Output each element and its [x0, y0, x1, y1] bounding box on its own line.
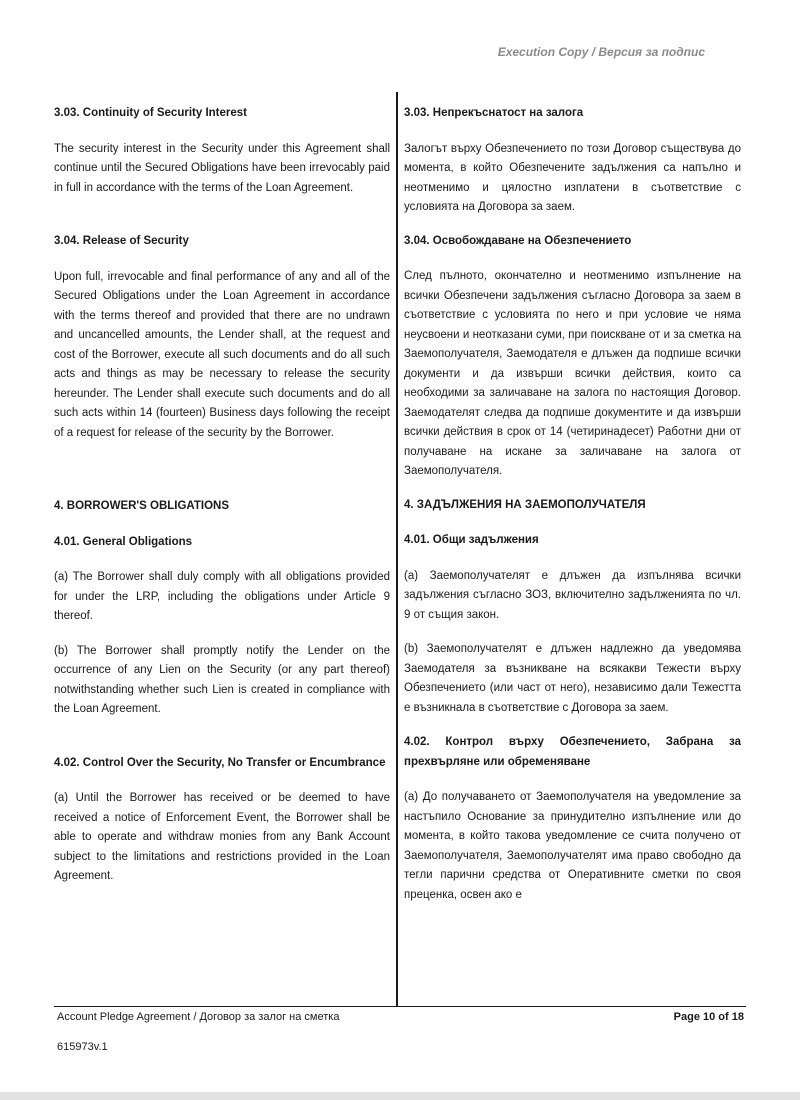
document-id: 615973v.1 [57, 1041, 108, 1053]
footer-document-title: Account Pledge Agreement / Договор за залог на сметка [57, 1011, 340, 1023]
section-paragraph: (a) The Borrower shall duly comply with all obligations provided for under the LRP, including the obligations under Article 9 thereof. [54, 571, 390, 622]
section-heading: 3.03. Непрекъснатост на залога [404, 107, 584, 119]
page-edge [0, 1092, 800, 1100]
section-paragraph: (a) Until the Borrower has received or be deemed to have received a notice of Enforcement Event, the Borrower shall be able to operate and withdraw monies from any Bank Account subject to the limitations and restrictions provided in the Loan Agreement. [54, 792, 390, 882]
english-column [54, 104, 390, 887]
section-paragraph: Upon full, irrevocable and final performance of any and all of the Secured Obligations under the Loan Agreement in accordance with the terms thereof and provided that there are no undrawn and uncancelled amounts, the Lender shall, at the request and cost of the Borrower, execute all such documents and do all such acts and things as may be necessary to release the security hereunder. The Lender shall execute such documents and do all such acts within 14 (fourteen) Business days following the receipt of a request for release of the security by the Borrower. [54, 270, 390, 439]
section-heading: 4.01. General Obligations [54, 535, 193, 548]
section-heading: 4.02. Контрол върху Обезпечението, Забрана за прехвърляне или обременяване [404, 736, 741, 768]
section-heading: 3.04. Освобождаване на Обезпечението [404, 234, 632, 247]
section-heading: 4. BORROWER'S OBLIGATIONS [54, 500, 230, 512]
section-heading: 3.04. Release of Security [54, 235, 189, 247]
section-paragraph: (а) До получаването от Заемополучателя на уведомление за настъпило Основание за принудително изпълнение или до момента, в който такова уведомление се счита получено от Заемополучателя, Заемополучателят има право свободно да тегли парични средства от Оперативните сметки по своя преценка, освен ако е [404, 791, 741, 901]
section-heading: 4. ЗАДЪЛЖЕНИЯ НА ЗАЕМОПОЛУЧАТЕЛЯ [404, 498, 646, 511]
bulgarian-column [404, 104, 741, 905]
column-divider [396, 92, 398, 1006]
section-paragraph: (а) Заемополучателят е длъжен да изпълнява всички задължения съгласно ЗОЗ, включително задълженията по чл. 9 от същия закон. [404, 569, 741, 621]
section-heading: 4.01. Общи задължения [404, 534, 539, 546]
section-paragraph: (b) Заемополучателят е длъжен надлежно да уведомява Заемодателя за възникване на всякакви Тежести върху Обезпечението (или част от него), независимо дали Тежестта е възникнала в съответствие с Договора за заем. [404, 643, 741, 714]
section-paragraph: Залогът върху Обезпечението по този Договор съществува до момента, в който Обезпечените задължения са напълно и неотменимо и цялостно изплатени в съответствие с условията на Договора за заем. [404, 142, 741, 213]
page-number: Page 10 of 18 [673, 1011, 744, 1023]
section-heading: 3.03. Continuity of Security Interest [54, 107, 247, 119]
footer-rule [54, 1006, 746, 1007]
section-paragraph: The security interest in the Security under this Agreement shall continue until the Secured Obligations have been irrevocably paid in full in accordance with the terms of the Loan Agreement. [54, 142, 390, 194]
section-heading: 4.02. Control Over the Security, No Transfer or Encumbrance [54, 756, 386, 769]
section-paragraph: (b) The Borrower shall promptly notify the Lender on the occurrence of any Lien on the Security (or any part thereof) notwithstanding whether such Lien is created in compliance with the Loan Agreement. [54, 644, 390, 715]
execution-copy-label: Execution Copy / Версия за подпис [497, 45, 705, 59]
section-paragraph: След пълното, окончателно и неотменимо изпълнение на всички Обезпечени задължения съгласно Договора за заем в съответствие с условията по него и при условие че няма неусвоени и неотказани суми, при поискване от и за сметка на Заемополучателя, Заемодателя е длъжен да подпише всички документи и да извърши всички действия, които са необходими за заличаване на залога по настоящия Договор. Заемодателят следва да подпише документите и да извърши всички действия в срок от 14 (четиринадесет) Работни дни от получаване на искане за заличаване на залога от Заемополучателя. [404, 270, 741, 477]
